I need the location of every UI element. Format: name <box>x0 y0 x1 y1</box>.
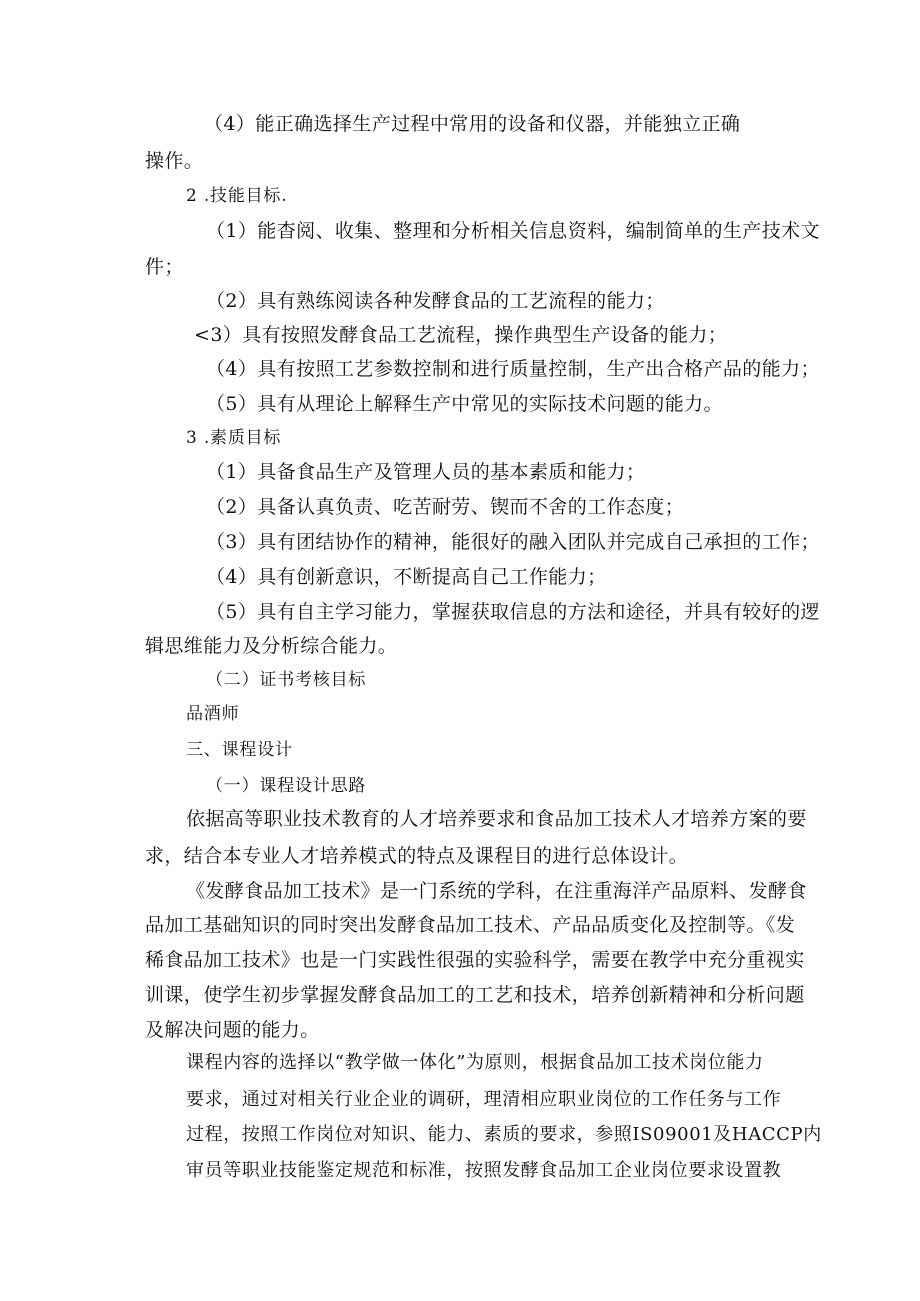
text-line: （4）能正确选择生产过程中常用的设备和仪器，并能独立正确 <box>204 113 741 135</box>
text-line: 稀食品加工技术》也是一门实践性很强的实验科学，需要在教学中充分重视实 <box>145 949 805 971</box>
text-line: 及解决问题的能力。 <box>145 1019 320 1041</box>
text-line: 操作。 <box>145 150 204 172</box>
text-line: （4）具有按照工艺参数控制和进行质量控制，生产出合格产品的能力； <box>206 358 820 380</box>
text-line: 要求，通过对相关行业企业的调研，理清相应职业岗位的工作任务与工作 <box>186 1089 782 1110</box>
text-line: 品加工基础知识的同时突出发酵食品加工技术、产品品质变化及控制等。《发 <box>145 914 796 936</box>
text-line: （5）具有从理论上解释生产中常见的实际技术问题的能力。 <box>206 393 723 415</box>
text-line: 求，结合本专业人才培养模式的特点及课程目的进行总体设计。 <box>145 845 689 867</box>
text-line: 《发酵食品加工技术》是一门系统的学科，在注重海洋产品原料、发酵食 <box>186 880 807 902</box>
text-line: 品酒师 <box>186 704 240 724</box>
text-line: 课程内容的选择以“教学做一体化”为原则，根据食品加工技术岗位能力 <box>186 1052 764 1073</box>
text-line: （5）具有自主学习能力，掌握获取信息的方法和途径，并具有较好的逻 <box>206 601 820 623</box>
text-line: 三、课程设计 <box>186 740 293 760</box>
text-line: （二）证书考核目标 <box>206 670 367 690</box>
text-line: （1）能杳阅、收集、整理和分析相关信息资料，编制简单的生产技术文 <box>206 220 820 242</box>
text-line: （2）具有熟练阅读各种发酵食品的工艺流程的能力； <box>206 290 665 312</box>
text-line: （4）具有创新意识，不断提高自己工作能力； <box>206 566 607 588</box>
text-line: 3 .素质目标 <box>186 428 282 448</box>
text-line: <3）具有按照发酵食品工艺流程，操作典型生产设备的能力； <box>194 324 728 346</box>
text-line: 依据高等职业技术教育的人才培养要求和食品加工技术人才培养方案的要 <box>186 808 807 830</box>
text-line: （3）具有团结协作的精神，能很好的融入团队并完成自己承担的工作； <box>206 531 820 553</box>
text-line: 过程，按照工作岗位对知识、能力、素质的要求，参照IS09001及HACCP内 <box>186 1124 822 1145</box>
text-line: 辑思维能力及分析综合能力。 <box>145 635 398 657</box>
text-line: 审员等职业技能鉴定规范和标准，按照发酵食品加工企业岗位要求设置教 <box>186 1160 782 1181</box>
text-line: （1）具备食品生产及管理人员的基本素质和能力； <box>206 461 646 483</box>
text-line: 件； <box>145 256 184 278</box>
text-line: （2）具备认真负责、吃苦耐劳、锲而不舍的工作态度； <box>206 496 685 518</box>
text-line: （一）课程设计思路 <box>206 776 367 796</box>
text-line: 2 .技能目标. <box>186 186 288 206</box>
text-line: 训课，使学生初步掌握发酵食品加工的工艺和技术，培养创新精神和分析问题 <box>145 984 805 1006</box>
